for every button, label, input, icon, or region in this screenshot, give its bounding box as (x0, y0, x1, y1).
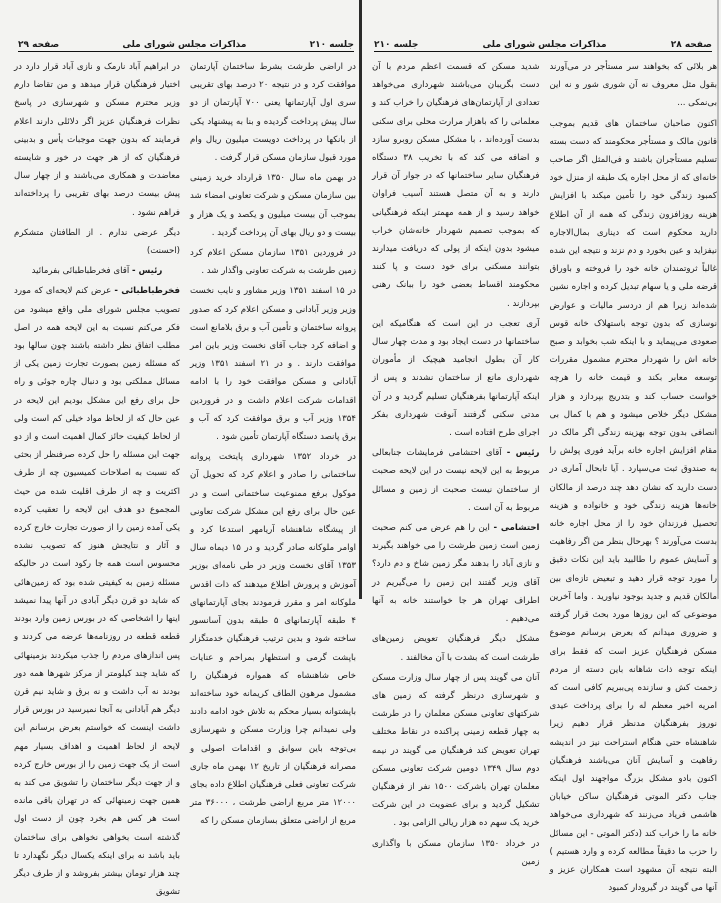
paragraph-text: در فروردین ۱۳۵۱ سازمان مسکن اعلام کرد زمین طرشت به شرکت تعاونی واگذار شد . (190, 248, 356, 277)
text-columns (372, 58, 717, 899)
speech-paragraph (372, 519, 540, 628)
page-header (374, 36, 712, 52)
paragraph-text: این را هم عرض می کنم صحبت زمین است زمین طرشت را می خواهند بگیرند و نازی آباد را بدهند مگر زمین شاخ و دم دارد؟ آقای وزیر گفتند این زمین را می‌گیریم در اطراف تهران هر جا خواستند خانه به آنها می‌دهیم . (372, 523, 540, 625)
paragraph-text: آری تعجب در این است که هنگامیکه این ساختمانها در دست ایجاد بود و مدت چهار سال کار آن بطول انجامید هیچیک از مأموران شهرداری مانع از ساختمان نشدند و پس از اینکه آپارتمانها بفرهنگیان تسلیم گردید و در آن مدتی سکنی گرفتند آنوقت شهرداری بفکر اجرای طرح افتاده است . (372, 318, 540, 439)
page-number: صفحه ۲۹ (18, 40, 60, 50)
paragraph-text: در بهمن ماه سال ۱۳۵۰ قرارداد خرید زمینی بین سازمان مسکن و شرکت تعاونی امضاء شد بموجب آن بیست میلیون و یکصد و یک هزار و بیست و دو ریال بهای آن پرداخت گردید . (189, 173, 357, 238)
paragraph (190, 282, 356, 446)
paragraph (372, 315, 540, 442)
page-header (18, 36, 354, 52)
paragraph-text: در اراضی طرشت بشرط ساختمان آپارتمان موافقت کرد و در نتیجه ۲۰ درصد بهای تقریبی سری اول آپارتمانها یعنی ۷۰۰ آپارتمان از دو سال پیش پرداخت گردیده و بنا به پیشنهاد یکی از بانکها در پرداخت دویست میلیون ریال وام مورد قبول سازمان مسکن قرار گرفت . (190, 62, 356, 164)
paragraph-text: در خرداد ۱۳۵۲ شهرداری پایتخت پروانه ساختمانی را صادر و اعلام کرد که تحویل آن موکول برفع ممنوعیت ساختمانی است و در عین حال برای رفع این مشکل شرکت تعاونی از پیشگاه شاهنشاه آریامهر استدعا کرد و اوامر ملوکانه صادر گردید و در ۱۵ دیماه سال ۱۳۵۳ آقای نخست وزیر در طی نامه‌ای بوزیر آموزش و پرورش اطلاع میدهند که ذات اقدس ملوکانه امر و مقرر فرمودند بجای آپارتمانهای ۴ طبقه آپارتمانهای ۵ طبقه بدون آسانسور ساخته شود و بدین ترتیب فرهنگیان خدمتگزار باپشت گرمی و استظهار بمراحم و عنایات خاص شاهنشاه که همواره فرهنگیان را مشمول مرهون الطاف کریمانه خود ساخته‌اند باپشتوانه بسیار محکم به تلاش خود ادامه دادند ولی نمیدانم چرا وزارت مسکن و شهرسازی بی‌توجه باین سوابق و اقدامات اصولی و مصرانه فرهنگیان از تاریخ ۱۲ بهمن ماه جاری شرکت تعاونی فعلی فرهنگیان اطلاع داده بجای ۱۲۰۰۰ متر مربع اراضی طرشت ، ۳۶۰۰۰ متر مربع از اراضی متعلق بسازمان مسکن را که (190, 452, 356, 827)
page-edge (717, 0, 719, 599)
paragraph (372, 669, 540, 833)
text-column (372, 58, 540, 899)
paragraph-text: عرض کنم لایحه‌ای که مورد تصویب مجلس شورای ملی واقع میشود من فکر می‌کنم نسبت به این لایحه همه در اصل مطلب اتفاق نظر داشته باشند چون سالها بود که مسئله زمین بصورت تجارت زمین یکی از مسائل مملکتی بود و دنبال چاره جوئی و راه حل برای رفع این مشکل بودیم این لایحه در عین حال که از لحاظ مواد خیلی کم است ولی از لحاظ کیفیت حائز کمال اهمیت است و از دو جهت این مسئله را حل کرده صرفنظر از بحثی که نسبت به اصلاحات کمیسیون چه از طرف اکثریت و چه از طرف اقلیت شده من حیث المجموع دو هدف این لایحه را تعقیب کرده یکی آمده زمین را از صورت تجارت خارج کرده و آثار و نتایجش هنوز که تصویب نشده محسوس است همه جا رکود است در حالیکه مسئله زمین به کیفیتی شده بود که زمین‌هائی که شاید دو قرن دیگر آبادی در آنها پیدا نمیشد اینها را اشخاصی که در بورس زمین وارد بودند قطعه قطعه در روزنامه‌ها عرضه می کردند و پس اندازهای مردم را جذب میکردند بزمینهائی که شاید چند کیلومتر از مرکز شهرها همه دور بودند نه آب داشت و نه برق و شاید نیم قرن دیگر هم آبادانی به آنجا نمیرسید در بورس قرار داشت اینست که خواستم بعرض برسانم این لایحه از لحاظ اهمیت و اهداف بسیار مهم است از یک جهت زمین را از بورس خارج کرده و از جهت دیگر ساختمان را تشویق می کند به همین جهت زمینهائی که در تهران باقی مانده است هر کس هم بخرد چون از دست اول گذشته است بخواهی نخواهی برای ساختمان باید باشد نه برای اینکه یکسال دیگر نگهدارد تا چند هزار تومان بیشتر بفروشد و از طرف دیگر تشویق (14, 286, 180, 898)
speaker-name: احتشامی - (493, 523, 540, 534)
page-28 (362, 0, 721, 894)
paragraph (190, 448, 356, 830)
text-column (550, 58, 718, 899)
paragraph (190, 169, 356, 242)
paragraph (190, 244, 356, 280)
speech-paragraph (14, 282, 180, 901)
text-column (190, 58, 356, 903)
publication-title: مذاکرات مجلس شورای ملی (482, 40, 607, 50)
publication-title: مذاکرات مجلس شورای ملی (122, 40, 247, 50)
paragraph-text: در ۱۵ اسفند ۱۳۵۱ وزیر مشاور و نایب نخست وزیر وزیر آبادانی و مسکن اعلام کرد که صدور پروانه ساختمان و تأمین آب و برق بلامانع است و اضافه کرد جناب آقای نخست وزیر باین امر موافقت دارند . و در ۲۱ اسفند ۱۳۵۱ وزیر آبادانی و مسکن موافقت خود را با ادامه اقدامات شرکت اعلام داشت و در فروردین ۱۳۵۴ وزیر آب و برق موافقت کرد که آب و برق پانصد دستگاه آپارتمان تأمین شود . (190, 286, 356, 443)
speech-paragraph (14, 262, 180, 280)
paragraph-text: آقای فخرطباطبائی بفرمائید (31, 266, 132, 277)
page-number: صفحه ۲۸ (670, 40, 712, 50)
paragraph (550, 115, 718, 898)
paragraph-text: آنان می گویند پس از چهار سال وزارت مسکن و شهرسازی درنظر گرفته که زمین های شرکتهای تعاونی مسکن معلمان را در طرشت به چهار قطعه زمینی پراکنده در نقاط مختلف تهران تعویض کند فرهنگیان می گویند در نیمه دوم سال ۱۳۴۹ دومین شرکت تعاونی مسکن معلمان تهران باشرکت ۱۵۰۰ نفر از فرهنگیان تشکیل گردید و برای عضویت در این شرکت خرید یک سهم ده هزار ریالی الزامی بود . (372, 672, 540, 829)
paragraph-text: دیگر عرضی ندارم . از الطافتان متشکرم (احسنت) (14, 227, 180, 257)
page-29 (0, 0, 360, 898)
paragraph (550, 58, 718, 113)
paragraph (190, 58, 356, 167)
paragraph-text: اکنون صاحبان ساختمان های قدیم بموجب قانون مالک و مستأجر محکومند که دست بسته تسلیم مستأجران باشند و فی‌المثل اگر صاحب خانه‌ای که از محل اجاره یک طبقه از منزل خود کمبود زندگی خود را تأمین میکند با افزایش هزینه روزافزون زندگی که همه از آن اطلاع دارید محکوم است که دیناری بمال‌الاجاره نیفزاید و عین بخورد و دم نزند و نتیجه این شده غالباً ثروتمندان خانه خود را فروخته و باوراق قرضه ملی و یا سهام تبدیل کرده و اجاره نشین شده‌اند زیرا هم از دردسر مالیات و عوارض نوسازی که بدون توجه باستهلاک خانه قوس صعودی می‌پیماید و با اینکه شب بخوابد و صبح خانه اش را شهردار محترم مشمول مقررات توسعه معابر بکند و قیمت خانه را هرچه خواست حساب کند و بتدریج بپردازد و هزار مشکل دیگر خلاص میشود و هم با کمال بی انصافی بدون توجه بهزینه زندگی اگر مالک در مقام افزایش اجاره خانه برآید فوری پولش را به صندوق ثبت می‌سپارد . آیا تابحال آماری در دست دارید که نشان دهد چند درصد از مالکان خانه‌ها هزینه زندگی خود و خانواده و هزینه تحصیل فرزندان خود را از محل اجاره خانه بدست می‌آورند ؟ بهرحال بنظر من اگر رفاهیت و آسایش عموم را طالبید باید این نکات دقیق را مورد توجه قرار دهید و تبعیض تازه‌ای بین مالکان قدیم و جدید بوجود نیاورید . واما آخرین موضوعی که این روزها مورد بحث قرار گرفته و ضروری میدانم که بعرض برسانم موضوع مسکن فرهنگیان عزیز است که فقط برای اینکه توجه ذات شاهانه باین دسته از مردم زحمت کش و سازنده پی‌ببریم کافی است که امریه اخیر معظم له را برای پرداخت عیدی نوروز بفرهنگیان مدنظر قرار دهیم زیرا شاهنشاه حتی هنگام استراحت نیز در اندیشه رفاهیت و آسایش آنان می‌باشند فرهنگیان اکنون بادو مشکل بزرگ مواجهند اول اینکه جناب دکتر الموتی فرهنگیان ساکن خیابان هاشمی فریاد می‌زنند که شهرداری می‌خواهد خانه ما را خراب کند (دکتر الموتی - این مسائل را حزب ما دقیقاً مطالعه کرده و وارد هستیم ) البته نتیجه آن مشهود است همکاران عزیز و آنها می گویند در گیرودار کمبود (549, 118, 717, 894)
paragraph (372, 630, 540, 666)
session-number: جلسه ۲۱۰ (309, 40, 354, 50)
paragraph-text: هر بلائی که بخواهند سر مستأجر در می‌آورند بقول مثل معروف نه آن شوری شور و نه این بی‌نمکی ... (549, 62, 717, 109)
paragraph (14, 224, 180, 260)
text-column (14, 58, 180, 903)
speaker-name: رئیس - (506, 448, 540, 459)
paragraph-text: در ابراهیم آباد نارمک و نازی آباد قرار دارد در اختیار فرهنگیان قرار میدهد و من تقاضا دارم وزیر محترم مسکن و شهرسازی در پاسخ نظرات فرهنگیان عزیز اگر دلائلی دارند اعلام فرمایند که بدون جهت موجبات یأس و بدبینی فرهنگیان که از هر جهت در خور و شایسته معاضدت و همکاری می‌باشند و از چهار سال پیش بیست درصد بهای تقریبی را پرداخته‌اند فراهم نشود . (14, 62, 180, 218)
session-number: جلسه ۲۱۰ (374, 40, 419, 50)
paragraph-text: آقای احتشامی فرمایشات جنابعالی مربوط به این لایحه نیست در این لایحه صحبت از ساختمان نیست صحبت از زمین و مسائل مربوط به آن است . (372, 448, 540, 513)
paragraph-text: شدید مسکن که قسمت اعظم مردم با آن دست بگریبان می‌باشند شهرداری می‌خواهد تعدادی از آپارتمان‌های فرهنگیان را خراب کند و معلمانی را که باهزار مرارت محلی برای سکنی بدست آورده‌اند ، با مشکل مسکن روبرو سازد و اضافه می کند که با تخریب ۳۸ دستگاه فرهنگیان سایر ساختمانها که در جوار آن قرار دارند و به آن متصل هستند آسیب فراوان خواهد رسید و از همه مهمتر اینکه فرهنگیانی که بموجب تصمیم شهردار خانه‌شان خراب میشود بدون اینکه از پولی که دریافت میدارند بتوانند مسکنی برای خود دست و پا کنند محکومند اقساط بعضی خود را ببانک رهنی بپردازند . (372, 62, 540, 309)
paragraph (372, 835, 540, 871)
paragraph-text: مشکل دیگر فرهنگیان تعویض زمین‌های طرشت است که بشدت با آن مخالفند . (372, 634, 540, 663)
speaker-name: فخرطباطبائی - (114, 286, 180, 297)
speech-paragraph (372, 444, 540, 517)
paragraph (14, 58, 180, 222)
paragraph (372, 58, 540, 313)
text-columns (14, 58, 356, 903)
paragraph-text: در خرداد ۱۳۵۰ سازمان مسکن با واگذاری زمین (372, 838, 540, 867)
speaker-name: رئیس - (131, 266, 163, 277)
